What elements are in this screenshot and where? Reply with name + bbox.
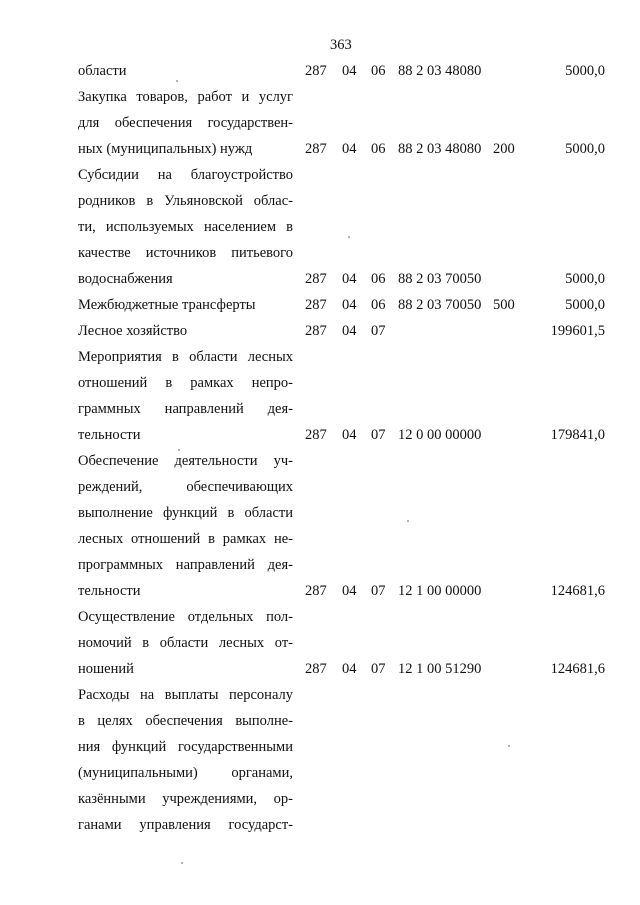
amount: 5000,0 bbox=[565, 271, 605, 287]
table-row bbox=[0, 427, 640, 447]
row-description: отношений в рамках непро- bbox=[78, 375, 293, 391]
table-row bbox=[0, 479, 640, 499]
row-description: тельности bbox=[78, 427, 141, 443]
table-row bbox=[0, 635, 640, 655]
code-pr: 06 bbox=[371, 63, 386, 79]
code-ved: 287 bbox=[305, 141, 327, 157]
row-description: Осуществление отдельных пол- bbox=[78, 609, 293, 625]
row-description: (муниципальными) органами, bbox=[78, 765, 293, 781]
table-row bbox=[0, 583, 640, 603]
table-row bbox=[0, 219, 640, 239]
amount: 124681,6 bbox=[550, 661, 605, 677]
table-row bbox=[0, 739, 640, 759]
code-ved: 287 bbox=[305, 427, 327, 443]
amount: 5000,0 bbox=[565, 63, 605, 79]
row-description: Закупка товаров, работ и услуг bbox=[78, 89, 293, 105]
row-description: Лесное хозяйство bbox=[78, 323, 188, 339]
row-description: Обеспечение деятельности уч- bbox=[78, 453, 293, 469]
code-vr: 200 bbox=[493, 141, 515, 157]
scan-speck bbox=[348, 236, 350, 238]
code-csr: 88 2 03 70050 bbox=[398, 297, 482, 313]
row-description: ных (муниципальных) нужд bbox=[78, 141, 253, 157]
code-pr: 07 bbox=[371, 427, 386, 443]
table-row bbox=[0, 115, 640, 135]
code-csr: 88 2 03 48080 bbox=[398, 141, 482, 157]
table-row bbox=[0, 817, 640, 837]
row-description: качестве источников питьевого bbox=[78, 245, 293, 261]
scan-speck bbox=[178, 449, 180, 451]
table-row bbox=[0, 323, 640, 343]
code-ved: 287 bbox=[305, 583, 327, 599]
scan-speck bbox=[181, 862, 183, 864]
row-description: лесных отношений в рамках не- bbox=[78, 531, 293, 547]
table-row bbox=[0, 167, 640, 187]
table-row bbox=[0, 271, 640, 291]
code-pr: 06 bbox=[371, 297, 386, 313]
code-vr: 500 bbox=[493, 297, 515, 313]
row-description: Межбюджетные трансферты bbox=[78, 297, 256, 313]
row-description: программных направлений дея- bbox=[78, 557, 293, 573]
table-row bbox=[0, 453, 640, 473]
row-description: области bbox=[78, 63, 127, 79]
table-row bbox=[0, 609, 640, 629]
row-description: казёнными учреждениями, ор- bbox=[78, 791, 293, 807]
code-pr: 06 bbox=[371, 141, 386, 157]
amount: 179841,0 bbox=[550, 427, 605, 443]
table-row bbox=[0, 297, 640, 317]
table-row bbox=[0, 557, 640, 577]
row-description: граммных направлений дея- bbox=[78, 401, 293, 417]
row-description: Расходы на выплаты персоналу bbox=[78, 687, 293, 703]
code-pr: 07 bbox=[371, 661, 386, 677]
table-row bbox=[0, 245, 640, 265]
code-rz: 04 bbox=[342, 583, 357, 599]
code-pr: 07 bbox=[371, 323, 386, 339]
code-csr: 88 2 03 48080 bbox=[398, 63, 482, 79]
table-row bbox=[0, 531, 640, 551]
code-ved: 287 bbox=[305, 271, 327, 287]
row-description: ношений bbox=[78, 661, 134, 677]
code-rz: 04 bbox=[342, 141, 357, 157]
scan-speck bbox=[176, 80, 178, 82]
table-row bbox=[0, 375, 640, 395]
amount: 5000,0 bbox=[565, 297, 605, 313]
code-rz: 04 bbox=[342, 271, 357, 287]
code-ved: 287 bbox=[305, 323, 327, 339]
row-description: ния функций государственными bbox=[78, 739, 293, 755]
page-number: 363 bbox=[330, 37, 352, 53]
code-pr: 06 bbox=[371, 271, 386, 287]
table-row bbox=[0, 505, 640, 525]
code-ved: 287 bbox=[305, 661, 327, 677]
row-description: выполнение функций в области bbox=[78, 505, 293, 521]
row-description: тельности bbox=[78, 583, 141, 599]
table-row bbox=[0, 63, 640, 83]
row-description: водоснабжения bbox=[78, 271, 173, 287]
amount: 199601,5 bbox=[550, 323, 605, 339]
code-csr: 88 2 03 70050 bbox=[398, 271, 482, 287]
table-row bbox=[0, 349, 640, 369]
amount: 124681,6 bbox=[550, 583, 605, 599]
table-row bbox=[0, 661, 640, 681]
row-description: ганами управления государст- bbox=[78, 817, 293, 833]
table-row bbox=[0, 193, 640, 213]
table-row bbox=[0, 713, 640, 733]
row-description: в целях обеспечения выполне- bbox=[78, 713, 293, 729]
code-pr: 07 bbox=[371, 583, 386, 599]
table-row bbox=[0, 401, 640, 421]
row-description: Субсидии на благоустройство bbox=[78, 167, 293, 183]
scan-speck bbox=[407, 520, 409, 522]
row-description: номочий в области лесных от- bbox=[78, 635, 293, 651]
code-ved: 287 bbox=[305, 63, 327, 79]
table-row bbox=[0, 765, 640, 785]
amount: 5000,0 bbox=[565, 141, 605, 157]
code-rz: 04 bbox=[342, 661, 357, 677]
code-csr: 12 0 00 00000 bbox=[398, 427, 482, 443]
row-description: реждений, обеспечивающих bbox=[78, 479, 293, 495]
table-row bbox=[0, 141, 640, 161]
code-rz: 04 bbox=[342, 323, 357, 339]
table-row bbox=[0, 791, 640, 811]
row-description: для обеспечения государствен- bbox=[78, 115, 293, 131]
code-csr: 12 1 00 00000 bbox=[398, 583, 482, 599]
code-csr: 12 1 00 51290 bbox=[398, 661, 482, 677]
row-description: ти, используемых населением в bbox=[78, 219, 293, 235]
code-rz: 04 bbox=[342, 427, 357, 443]
code-rz: 04 bbox=[342, 63, 357, 79]
row-description: родников в Ульяновской облас- bbox=[78, 193, 293, 209]
code-rz: 04 bbox=[342, 297, 357, 313]
row-description: Мероприятия в области лесных bbox=[78, 349, 293, 365]
scan-speck bbox=[508, 745, 510, 747]
code-ved: 287 bbox=[305, 297, 327, 313]
table-row bbox=[0, 89, 640, 109]
table-row bbox=[0, 687, 640, 707]
